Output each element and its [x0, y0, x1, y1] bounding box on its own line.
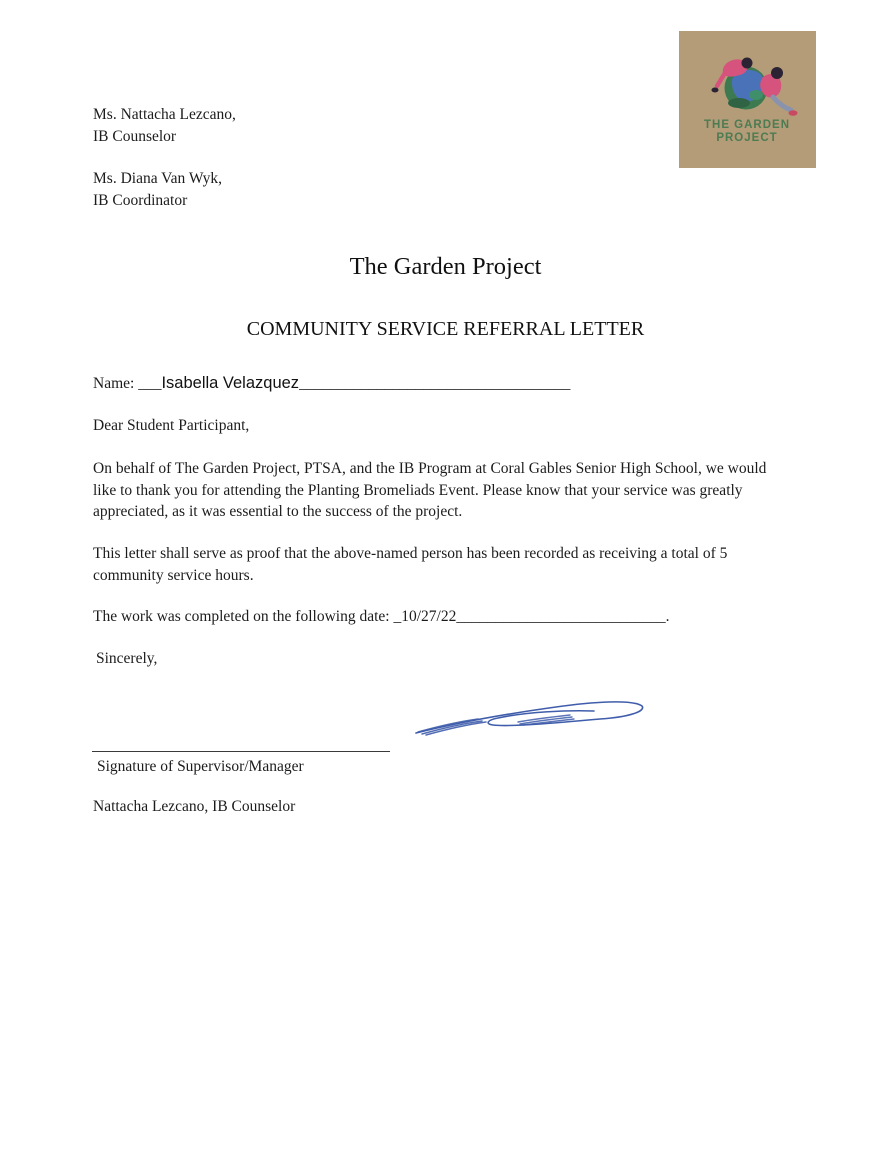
signature-ink [406, 692, 648, 736]
date-label: The work was completed on the following date: [93, 608, 390, 625]
body-paragraph-1: On behalf of The Garden Project, PTSA, and the IB Program at Coral Gables Senior High School, we would like to thank you for attending the Planting Bromeliads Event. Please know that your service was greatly appreciated, as it was essential to the success of the project. [93, 460, 767, 521]
date-suffix: . [665, 608, 670, 625]
signature-line [92, 735, 390, 752]
logo-org-name-line2: PROJECT [716, 132, 778, 144]
document-title: The Garden Project [349, 253, 542, 280]
name-label: Name: [93, 375, 135, 392]
name-line [93, 373, 570, 395]
name-value: Isabella Velazquez [161, 374, 300, 392]
garden-project-logo [679, 31, 816, 168]
name-pre-underscores: ___ [138, 375, 162, 392]
date-post-underscores: ___________________________ [456, 608, 666, 625]
date-pre-underscore: _ [393, 608, 402, 625]
signature-line-label: Signature of Supervisor/Manager [97, 758, 304, 775]
counselor-title: IB Counselor [93, 127, 177, 145]
coordinator-name: Ms. Diana Van Wyk, [93, 170, 222, 187]
document-subtitle: COMMUNITY SERVICE REFERRAL LETTER [246, 318, 645, 340]
date-line [93, 606, 669, 628]
salutation: Dear Student Participant, [93, 417, 250, 434]
signer-name: Nattacha Lezcano, IB Counselor [93, 798, 296, 815]
date-value: 10/27/22 [401, 608, 457, 625]
logo-org-name-line1: THE GARDEN [703, 119, 791, 131]
garden-project-logo-illustration [679, 31, 816, 168]
body-paragraph-2: This letter shall serve as proof that the above-named person has been recorded as receiving a total of 5 community service hours. [93, 545, 728, 584]
name-post-underscores: ___________________________________ [299, 375, 571, 392]
closing: Sincerely, [96, 650, 158, 667]
coordinator-title: IB Coordinator [93, 191, 188, 209]
counselor-name: Ms. Nattacha Lezcano, [93, 106, 236, 123]
coordinator-address-block [93, 168, 222, 211]
counselor-address-block [93, 104, 236, 147]
